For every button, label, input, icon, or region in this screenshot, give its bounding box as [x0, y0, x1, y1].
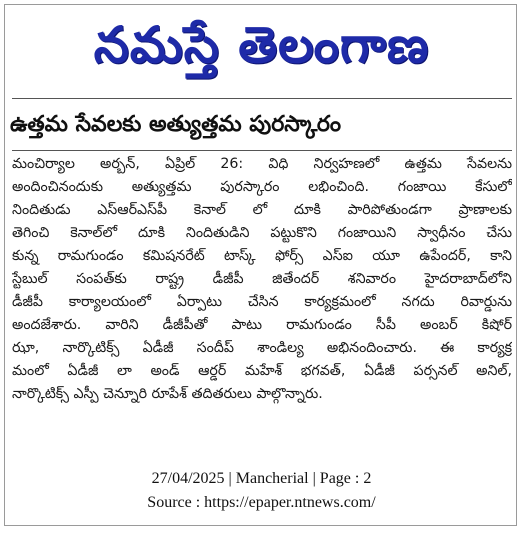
article-headline: ఉత్తమ సేవలకు అత్యుత్తమ పురస్కారం [10, 112, 342, 137]
article-line: మంచిర్యాల అర్బన్, ఏప్రిల్ 26: విధి నిర్వహణలో ఉత్తమ సేవలను [12, 156, 512, 172]
headline-divider [12, 150, 512, 151]
source-link[interactable]: Source : https://epaper.ntnews.com/ [147, 494, 376, 511]
edition-info: 27/04/2025 | Mancherial | Page : 2 [151, 470, 372, 487]
article-line: ఝా, నార్కొటిక్స్ ఏడీజీ సందీప్ శాండిల్య అభినందించారు. ఈ కార్యక్ర [12, 340, 512, 356]
masthead-divider [12, 98, 512, 99]
article-body [12, 153, 512, 406]
article-line: స్టేబుల్ సంపత్‌కు రాష్ట్ర డీజీపీ జితేందర్ శనివారం హైదరాబాద్‌లోని [12, 271, 512, 287]
article-line: కున్న రామగుండం కమిషనరేట్ టాస్క్ ఫోర్స్ ఎస్ఐ యూ ఉపేందర్, కాని [12, 248, 512, 264]
newspaper-masthead: నమస్తే తెలంగాణ [93, 16, 430, 74]
article-line: నిందితుడు ఎస్‌ఆర్‌ఎస్‌పీ కెనాల్ లో దూకి పారిపోతుండగా ప్రాణాలకు [12, 202, 512, 218]
article-line: అందజేశారు. వారిని డీజీపీతో పాటు రామగుండం సీపీ అంబర్ కిషోర్ [12, 317, 512, 333]
article-line: నార్కొటిక్స్ ఎస్పీ చెన్నూరి రూపేశ్ తదితరులు పాల్గొన్నారు. [12, 386, 323, 402]
article-line: అందించినందుకు అత్యుత్తమ పురస్కారం లభించింది. గంజాయి కేసులో [12, 179, 512, 195]
article-line: మంలో ఏడీజీ లా అండ్ ఆర్డర్ మహేశ్ భగవత్, ఏడీజీ పర్సనల్ అనిల్, [12, 363, 512, 379]
article-line: డీజీపీ కార్యాలయంలో ఏర్పాటు చేసిన కార్యక్రమంలో నగదు రివార్డును [12, 294, 512, 310]
article-line: తెగించి కెనాల్‌లో దూకి నిందితుడిని పట్టుకొని గంజాయిని స్వాధీనం చేసు [12, 225, 512, 241]
